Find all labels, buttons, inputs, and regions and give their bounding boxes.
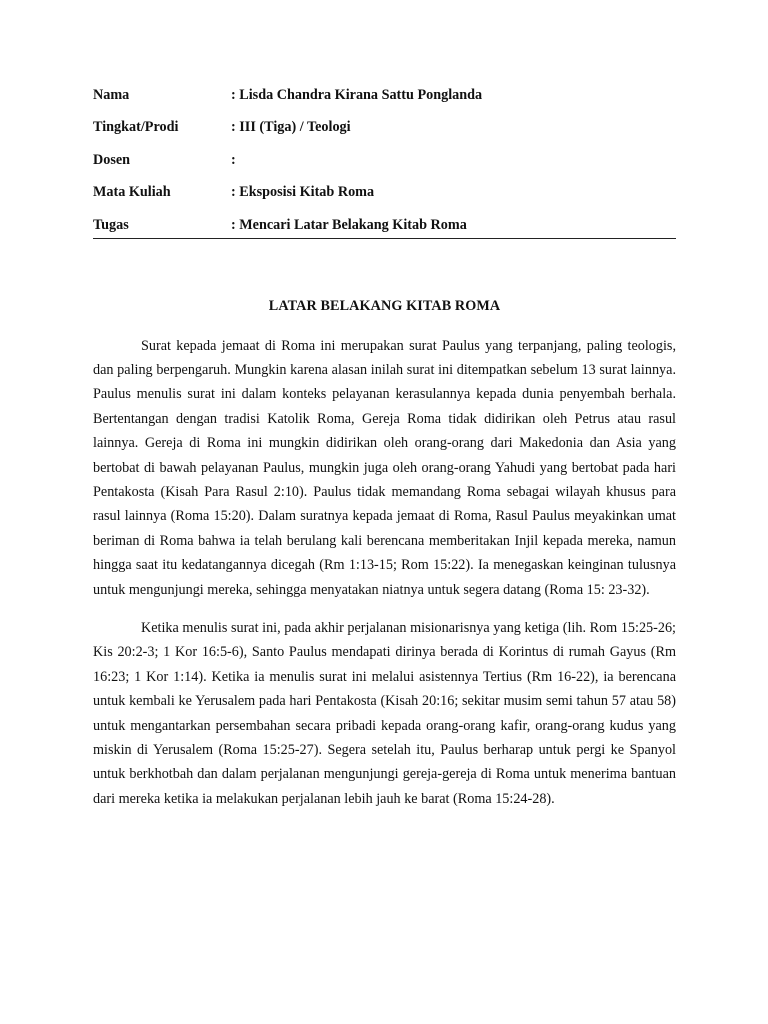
header-value: : III (Tiga) / Teologi [231, 119, 351, 136]
header-label: Tingkat/Prodi [93, 119, 179, 136]
header-value: : Lisda Chandra Kirana Sattu Ponglanda [231, 87, 483, 103]
header-label: Mata Kuliah [93, 184, 171, 201]
header-row-tugas [93, 214, 676, 236]
header-row-mata-kuliah [93, 181, 676, 213]
header-value: : [231, 151, 236, 168]
header-value: : Mencari Latar Belakang Kitab Roma [231, 216, 467, 233]
header-row-dosen [93, 149, 676, 181]
header-label: Dosen [93, 151, 131, 168]
body-paragraph: Surat kepada jemaat di Roma ini merupakan surat Paulus yang terpanjang, paling teologis, dan paling berpengaruh. Mungkin karena alasan inilah surat ini ditempatkan sebelum 13 surat lainnya. Paulus menulis surat ini dalam konteks pelayanan kerasulannya kepada dunia penyembah berhala. Bertentangan dengan tradisi Katolik Roma, Gereja Roma tidak didirikan oleh Petrus atau rasul lainnya. Gereja di Roma ini mungkin didirikan oleh orang-orang dari Makedonia dan Asia yang bertobat di bawah pelayanan Paulus, mungkin juga oleh orang-orang Yahudi yang bertobat pada hari Pentakosta (Kisah Para Rasul 2:10). Paulus tidak memandang Roma sebagai wilayah khusus para rasul lainnya (Roma 15:20). Dalam suratnya kepada jemaat di Roma, Rasul Paulus meyakinkan umat beriman di Roma bahwa ia telah berulang kali berencana memberitakan Injil kepada mereka, namun hingga saat itu kedatangannya dicegah (Rm 1:13-15; Rom 15:22). Ia menegaskan keinginan tulusnya untuk mengunjungi mereka, sehingga menyatakan niatnya untuk segera datang (Roma 15: 23-32). [93, 337, 676, 598]
header-label: Tugas [93, 216, 129, 233]
header-label: Nama [93, 87, 130, 103]
document-title: LATAR BELAKANG KITAB ROMA [268, 297, 501, 314]
document-page [93, 84, 676, 811]
header-row-tingkat-prodi [93, 116, 676, 148]
header-row-nama [93, 84, 676, 116]
student-info-header [93, 84, 676, 239]
body-paragraph: Ketika menulis surat ini, pada akhir perjalanan misionarisnya yang ketiga (lih. Rom 15:25-26; Kis 20:2-3; 1 Kor 16:5-6), Santo Paulus mendapati dirinya berada di Korintus di rumah Gayus (Rm 16:23; 1 Kor 1:14). Ketika ia menulis surat ini melalui asistennya Tertius (Rm 16-22), ia berencana untuk kembali ke Yerusalem pada hari Pentakosta (Kisah 20:16; sekitar musim semi tahun 57 atau 58) untuk mengantarkan persembahan secara pribadi kepada orang-orang kafir, orang-orang kudus yang miskin di Yerusalem (Roma 15:25-27). Segera setelah itu, Paulus berharap untuk pergi ke Spanyol untuk berkhotbah dan dalam perjalanan mengunjungi gereja-gereja di Roma untuk menerima bantuan dari mereka ketika ia melakukan perjalanan lebih jauh ke barat (Roma 15:24-28). [93, 620, 676, 807]
header-value: : Eksposisi Kitab Roma [231, 184, 375, 201]
